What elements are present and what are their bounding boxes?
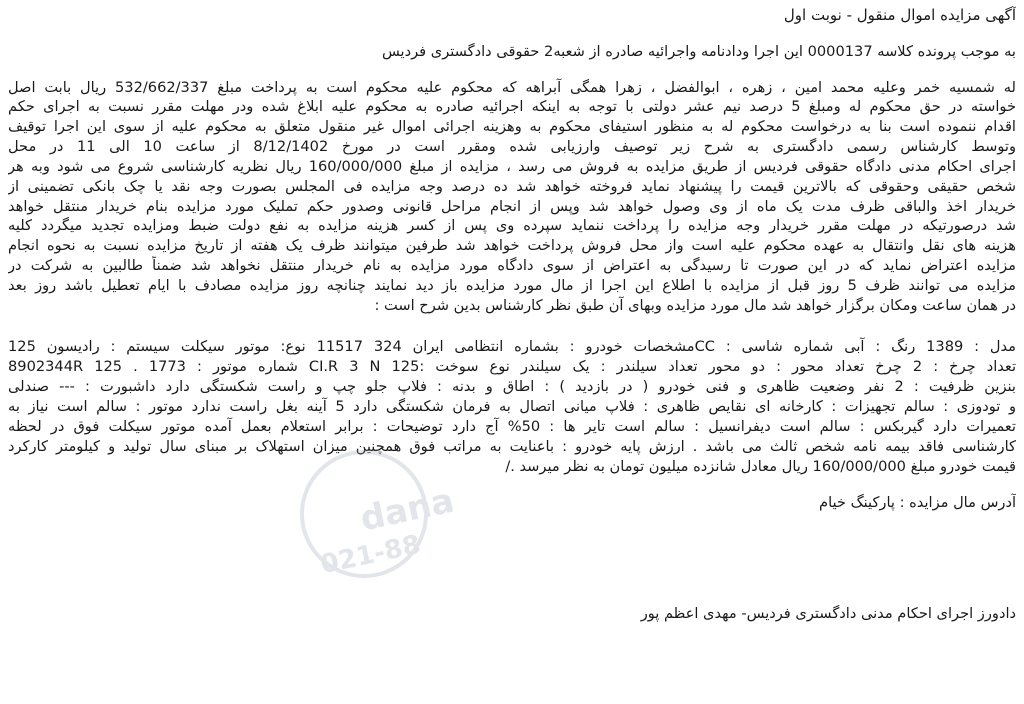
notice-intro: به موجب پرونده کلاسه 0000137 این اجرا ودادنامه واجرائیه صادره از شعبه2 حقوقی دادگستری فردیس bbox=[381, 43, 1016, 60]
vehicle-spec-line: و تودوزی : سالم تجهیزات : کارخانه ای نقایص ظاهری : فلاپ میانی اتصال به فرمان شکستگی دارد 5 آینه بغل راست ندارد موتور : سالم است نیاز به bbox=[8, 398, 1016, 415]
paragraph-line: خواسته در حق محکوم له ومبلغ 5 درصد نیم عشر دولتی با توجه به اینکه اجرائیه صادره به محکوم علیه ابلاغ شده ودر مهلت مقرر نسبت به اجرای حکم bbox=[8, 98, 1016, 115]
watermark-brand: dana bbox=[356, 480, 458, 540]
paragraph-line: مزایده اعتراض نماید که در این صورت تا رسیدگی به اعتراض از سوی دادگاه مورد مزایده به نام خریدار منتقل نخواهد شد ضمناً طالبین به شرکت در bbox=[8, 257, 1016, 274]
paragraph-line: شخص حقیقی وحقوقی که بالاترین قیمت را پیشنهاد نماید فروخته خواهد شد ده درصد وجه مزایده فی المجلس بصورت وجه نقد یا چک بانکی تضمینی از bbox=[8, 178, 1016, 195]
vehicle-spec-line: تعداد چرخ : 2 چرخ تعداد محور : دو محور تعداد سیلندر : یک سیلندر نوع سوخت :CI.R 3 N 125 شماره موتور : 1773 . 125 8902344R bbox=[8, 358, 1016, 375]
signature-line: دادورز اجرای احکام مدنی دادگستری فردیس- مهدی اعظم پور bbox=[640, 605, 1016, 622]
watermark-phone: 021-88 bbox=[317, 529, 424, 581]
vehicle-spec-line: کارشناسی فاقد بیمه نامه شخص ثالث می باشد . ارزش پایه خودرو : باعنایت به مراتب فوق همچنین میزان استهلاک بر مبنای سال تولید و کیلومتر کارکرد bbox=[8, 438, 1016, 455]
paragraph-line: شد درصورتیکه در مهلت مقرر خریدار وجه مزایده را پرداخت ننماید سپرده وی پس از کسر هزینه مزایده به نفع دولت ضبط ومزایده تجدید میگردد کلیه bbox=[8, 217, 1016, 234]
paragraph-line: در همان ساعت ومکان برگزار خواهد شد مال مورد مزایده وبهای آن طبق نظر کارشناس بدین شرح است : bbox=[374, 297, 1016, 314]
notice-title: آگهی مزایده اموال منقول - نوبت اول bbox=[783, 6, 1016, 24]
paragraph-line: خریدار اخذ والباقی ظرف مدت یک ماه از وی وصول خواهد شد وپس از انجام مراحل قانونی وصدور حکم تملیک مورد مزایده بنام خریدار منتقل خواهد bbox=[8, 198, 1016, 215]
paragraph-line: مزایده می توانند ظرف 5 روز قبل از مزایده با اطلاع این اجرا از مال مورد مزایده باز دید نمایند چنانچه روز مزایده مصادف با ایام تعطیل باشد روز بعد bbox=[8, 277, 1016, 294]
auction-address: آدرس مال مزایده : پارکینگ خیام bbox=[819, 494, 1016, 511]
paragraph-line: وتوسط کارشناس رسمی دادگستری به شرح زیر توصیف وارزیابی شده ومقرر است در مورخ 8/12/1402 از ساعت 10 الی 11 در محل bbox=[8, 138, 1016, 155]
paragraph-line: اقدام ننموده است بنا به درخواست محکوم له به منظور استیفای محکوم به وهزینه اجرائی اموال غیر منقول متعلق به محکوم علیه از سوی این اجرا توقیف bbox=[8, 118, 1016, 135]
paragraph-line: هزینه های نقل وانتقال به عهده محکوم علیه است واز محل فروش پرداخت خواهد شد طرفین میتوانند ظرف یک هفته از تاریخ مزایده نسبت به نحوه انجام bbox=[8, 237, 1016, 254]
vehicle-spec-line: قیمت خودرو مبلغ 160/000/000 ریال معادل شانزده میلیون تومان به نظر میرسد ./ bbox=[505, 458, 1016, 475]
vehicle-spec-line: بنزین ظرفیت : 2 نفر وضعیت ظاهری و فنی خودرو ( در بازدید ) : اطاق و بدنه : فلاپ جلو چپ و راست شکستگی دارد داشبورت : --- صندلی bbox=[8, 378, 1016, 395]
paragraph-line: له شمسیه خمر وعلیه محمد امین ، زهره ، ابوالفضل ، زهرا همگی آبراهه که محکوم علیه محکوم است به پرداخت مبلغ 532/662/337 ریال بابت اصل bbox=[8, 79, 1016, 96]
paragraph-line: اجرای احکام مدنی دادگاه حقوقی فردیس از طریق مزایده به فروش می رسد ، مزایده از مبلغ 160/000/000 ریال نظریه کارشناسی شروع می شود وبه هر bbox=[8, 158, 1016, 175]
vehicle-spec-line: مدل : 1389 رنگ : آبی شماره شاسی : CCمشخصات خودرو : بشماره انتظامی ایران 324 11517 نوع: موتور سیکلت سیستم : رادیسون 125 bbox=[8, 338, 1016, 355]
vehicle-spec-line: تعمیرات دارد گیربکس : سالم است دیفرانسیل : سالم است تایر ها : 50% آج دارد توضیحات : برابر استعلام بعمل آمده موتور سیکلت فوق در لحظه bbox=[8, 418, 1016, 435]
